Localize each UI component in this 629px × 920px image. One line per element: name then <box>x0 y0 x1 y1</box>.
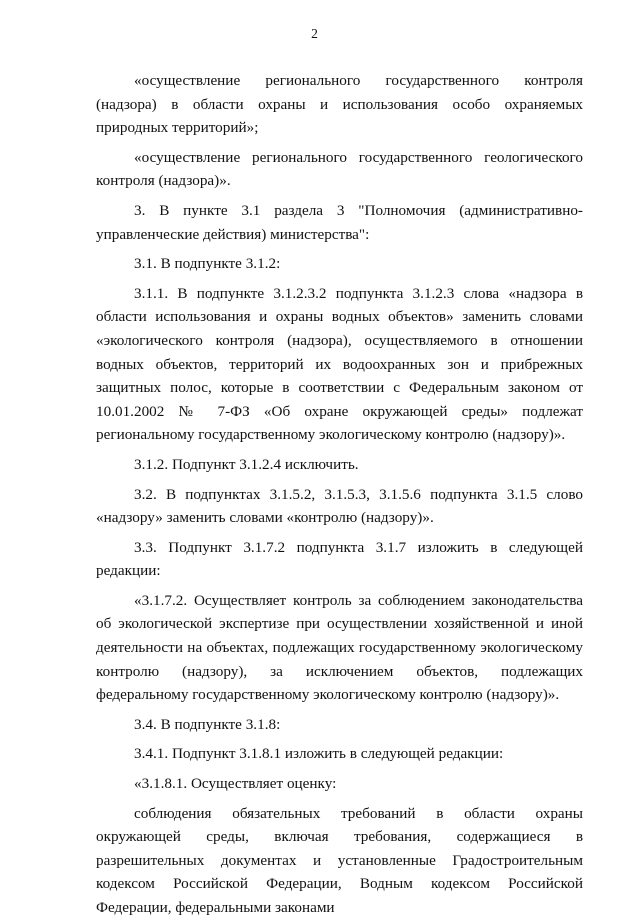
paragraph-13: соблюдения обязательных требований в области охраны окружающей среды, включая требования, содержащиеся в разрешительных документах и установленные Градостроительным кодексом Российской Федерации, Водным кодексом Российской Федерации, федеральными законами <box>96 804 583 916</box>
paragraph-9: «3.1.7.2. Осуществляет контроль за соблюдением законодательства об экологической экспертизе при осуществлении хозяйственной и иной деятельности на объектах, подлежащих государственному экологическому контролю (надзору), за исключением объектов, подлежащих федеральному государственному экологическому контролю (надзору)». <box>96 591 583 704</box>
paragraph-7: 3.2. В подпунктах 3.1.5.2, 3.1.5.3, 3.1.5.6 подпункта 3.1.5 слово «надзору» заменить словами «контролю (надзору)». <box>96 485 583 527</box>
paragraph-6: 3.1.2. Подпункт 3.1.2.4 исключить. <box>134 455 359 473</box>
paragraph-2: «осуществление регионального государственного геологического контроля (надзора)». <box>96 148 583 190</box>
paragraph-11: 3.4.1. Подпункт 3.1.8.1 изложить в следующей редакции: <box>134 745 504 763</box>
paragraph-3: 3. В пункте 3.1 раздела 3 "Полномочия (административно-управленческие действия) министерства": <box>96 201 583 243</box>
paragraph-4: 3.1. В подпункте 3.1.2: <box>134 255 281 273</box>
paragraph-8: 3.3. Подпункт 3.1.7.2 подпункта 3.1.7 изложить в следующей редакции: <box>96 538 583 580</box>
paragraph-5: 3.1.1. В подпункте 3.1.2.3.2 подпункта 3.1.2.3 слова «надзора в области использования и охраны водных объектов» заменить словами «экологического контроля (надзора), осуществляемого в отношении водных объектов, территорий их водоохранных зон и прибрежных защитных полос, которые в соответствии с Федеральным законом от 10.01.2002 № 7-ФЗ «Об охране окружающей среды» подлежат региональному государственному экологическому контролю (надзору)». <box>96 284 583 444</box>
paragraph-12: «3.1.8.1. Осуществляет оценку: <box>134 775 337 793</box>
page-number: 2 <box>311 26 318 41</box>
paragraph-10: 3.4. В подпункте 3.1.8: <box>134 715 281 733</box>
paragraph-1: «осуществление регионального государственного контроля (надзора) в области охраны и использования особо охраняемых природных территорий»; <box>96 72 583 137</box>
